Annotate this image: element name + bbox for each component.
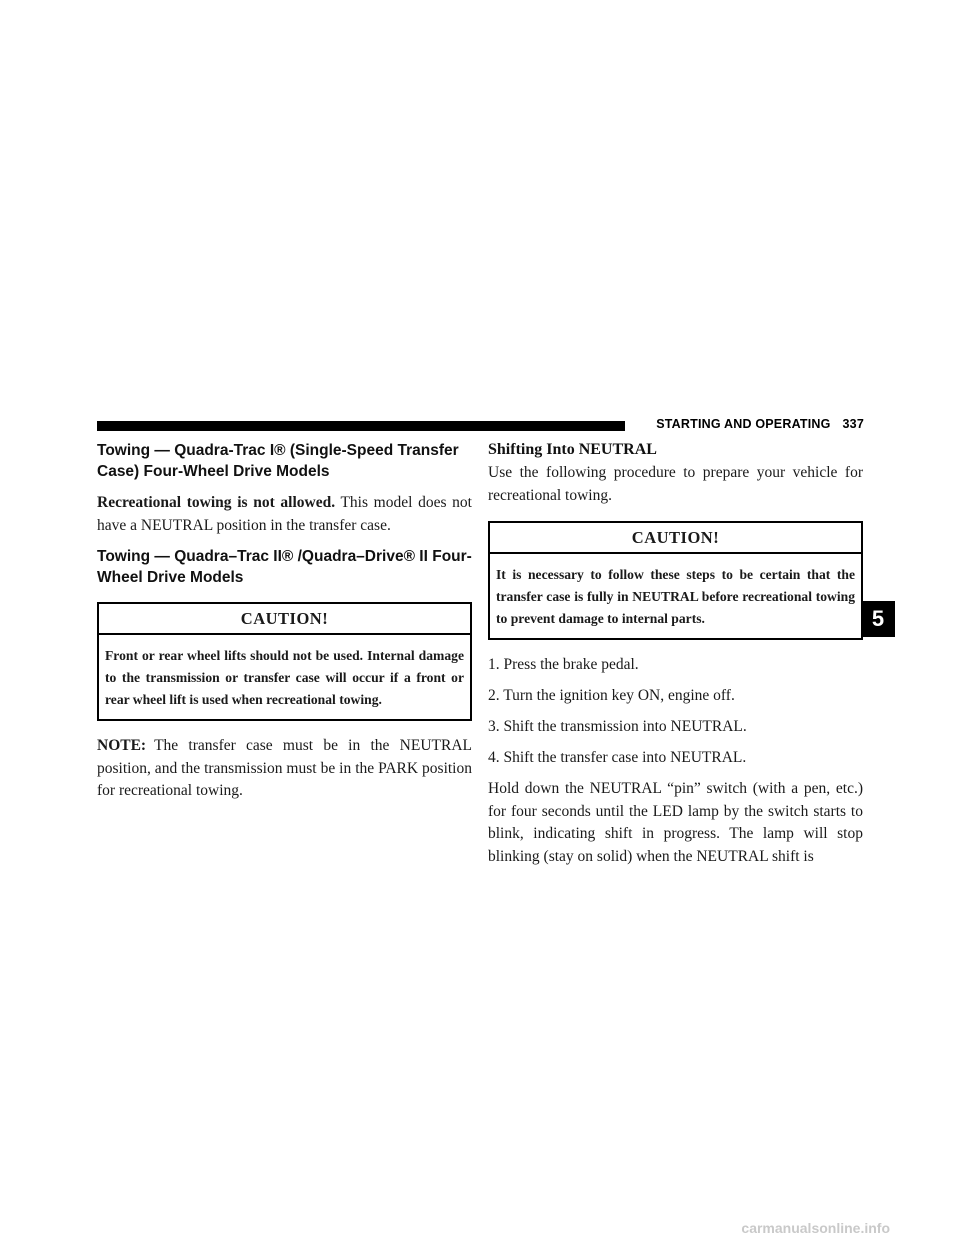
list-item: 2. Turn the ignition key ON, engine off.: [488, 687, 735, 704]
list-item: 1. Press the brake pedal.: [488, 656, 639, 673]
note-label: NOTE:: [97, 737, 147, 754]
heading-quadra-trac-ii: Towing — Quadra–Trac II® /Quadra–Drive® II Four-Wheel Drive Models: [97, 548, 472, 586]
running-header: [640, 417, 864, 431]
right-column: [488, 440, 863, 877]
section-title: STARTING AND OPERATING: [656, 417, 831, 431]
caution-text: Front or rear wheel lifts should not be used. Internal damage to the transmission or transfer case will occur if a front or rear wheel lift is used when recreational towing.: [105, 648, 464, 707]
procedure-steps: [488, 654, 863, 769]
caution-box-right: [488, 521, 863, 640]
caution-title: CAUTION!: [99, 604, 470, 635]
closing-paragraph: Hold down the NEUTRAL “pin” switch (with a pen, etc.) for four seconds until the LED lamp by the switch starts to blink, indicating shift in progress. The lamp will stop blinking (stay on solid) when the NEUTRAL shift is: [488, 780, 863, 865]
list-item: 3. Shift the transmission into NEUTRAL.: [488, 718, 747, 735]
heading-quadra-trac-i: Towing — Quadra-Trac I® (Single-Speed Transfer Case) Four-Wheel Drive Models: [97, 442, 459, 480]
left-column: [97, 440, 472, 812]
note-text: The transfer case must be in the NEUTRAL position, and the transmission must be in the PARK position for recreational towing.: [97, 737, 472, 799]
note-paragraph: [97, 735, 472, 803]
page-number: 337: [842, 417, 864, 431]
intro-paragraph: Use the following procedure to prepare your vehicle for recreational towing.: [488, 464, 863, 504]
recreational-towing-paragraph: [97, 492, 472, 537]
chapter-tab: 5: [861, 601, 895, 637]
watermark: carmanualsonline.info: [741, 1220, 890, 1236]
caution-title: CAUTION!: [490, 523, 861, 554]
list-item: 4. Shift the transfer case into NEUTRAL.: [488, 749, 747, 766]
not-allowed-bold: Recreational towing is not allowed.: [97, 494, 336, 511]
caution-box-left: [97, 602, 472, 721]
heading-shifting-neutral: Shifting Into NEUTRAL: [488, 441, 657, 458]
caution-text: It is necessary to follow these steps to be certain that the transfer case is fully in NEUTRAL before recreational towing to prevent damage to internal parts.: [496, 567, 855, 626]
not-allowed-rest: This model does not have a NEUTRAL position in the transfer case.: [97, 494, 472, 534]
header-rule: [97, 421, 625, 431]
